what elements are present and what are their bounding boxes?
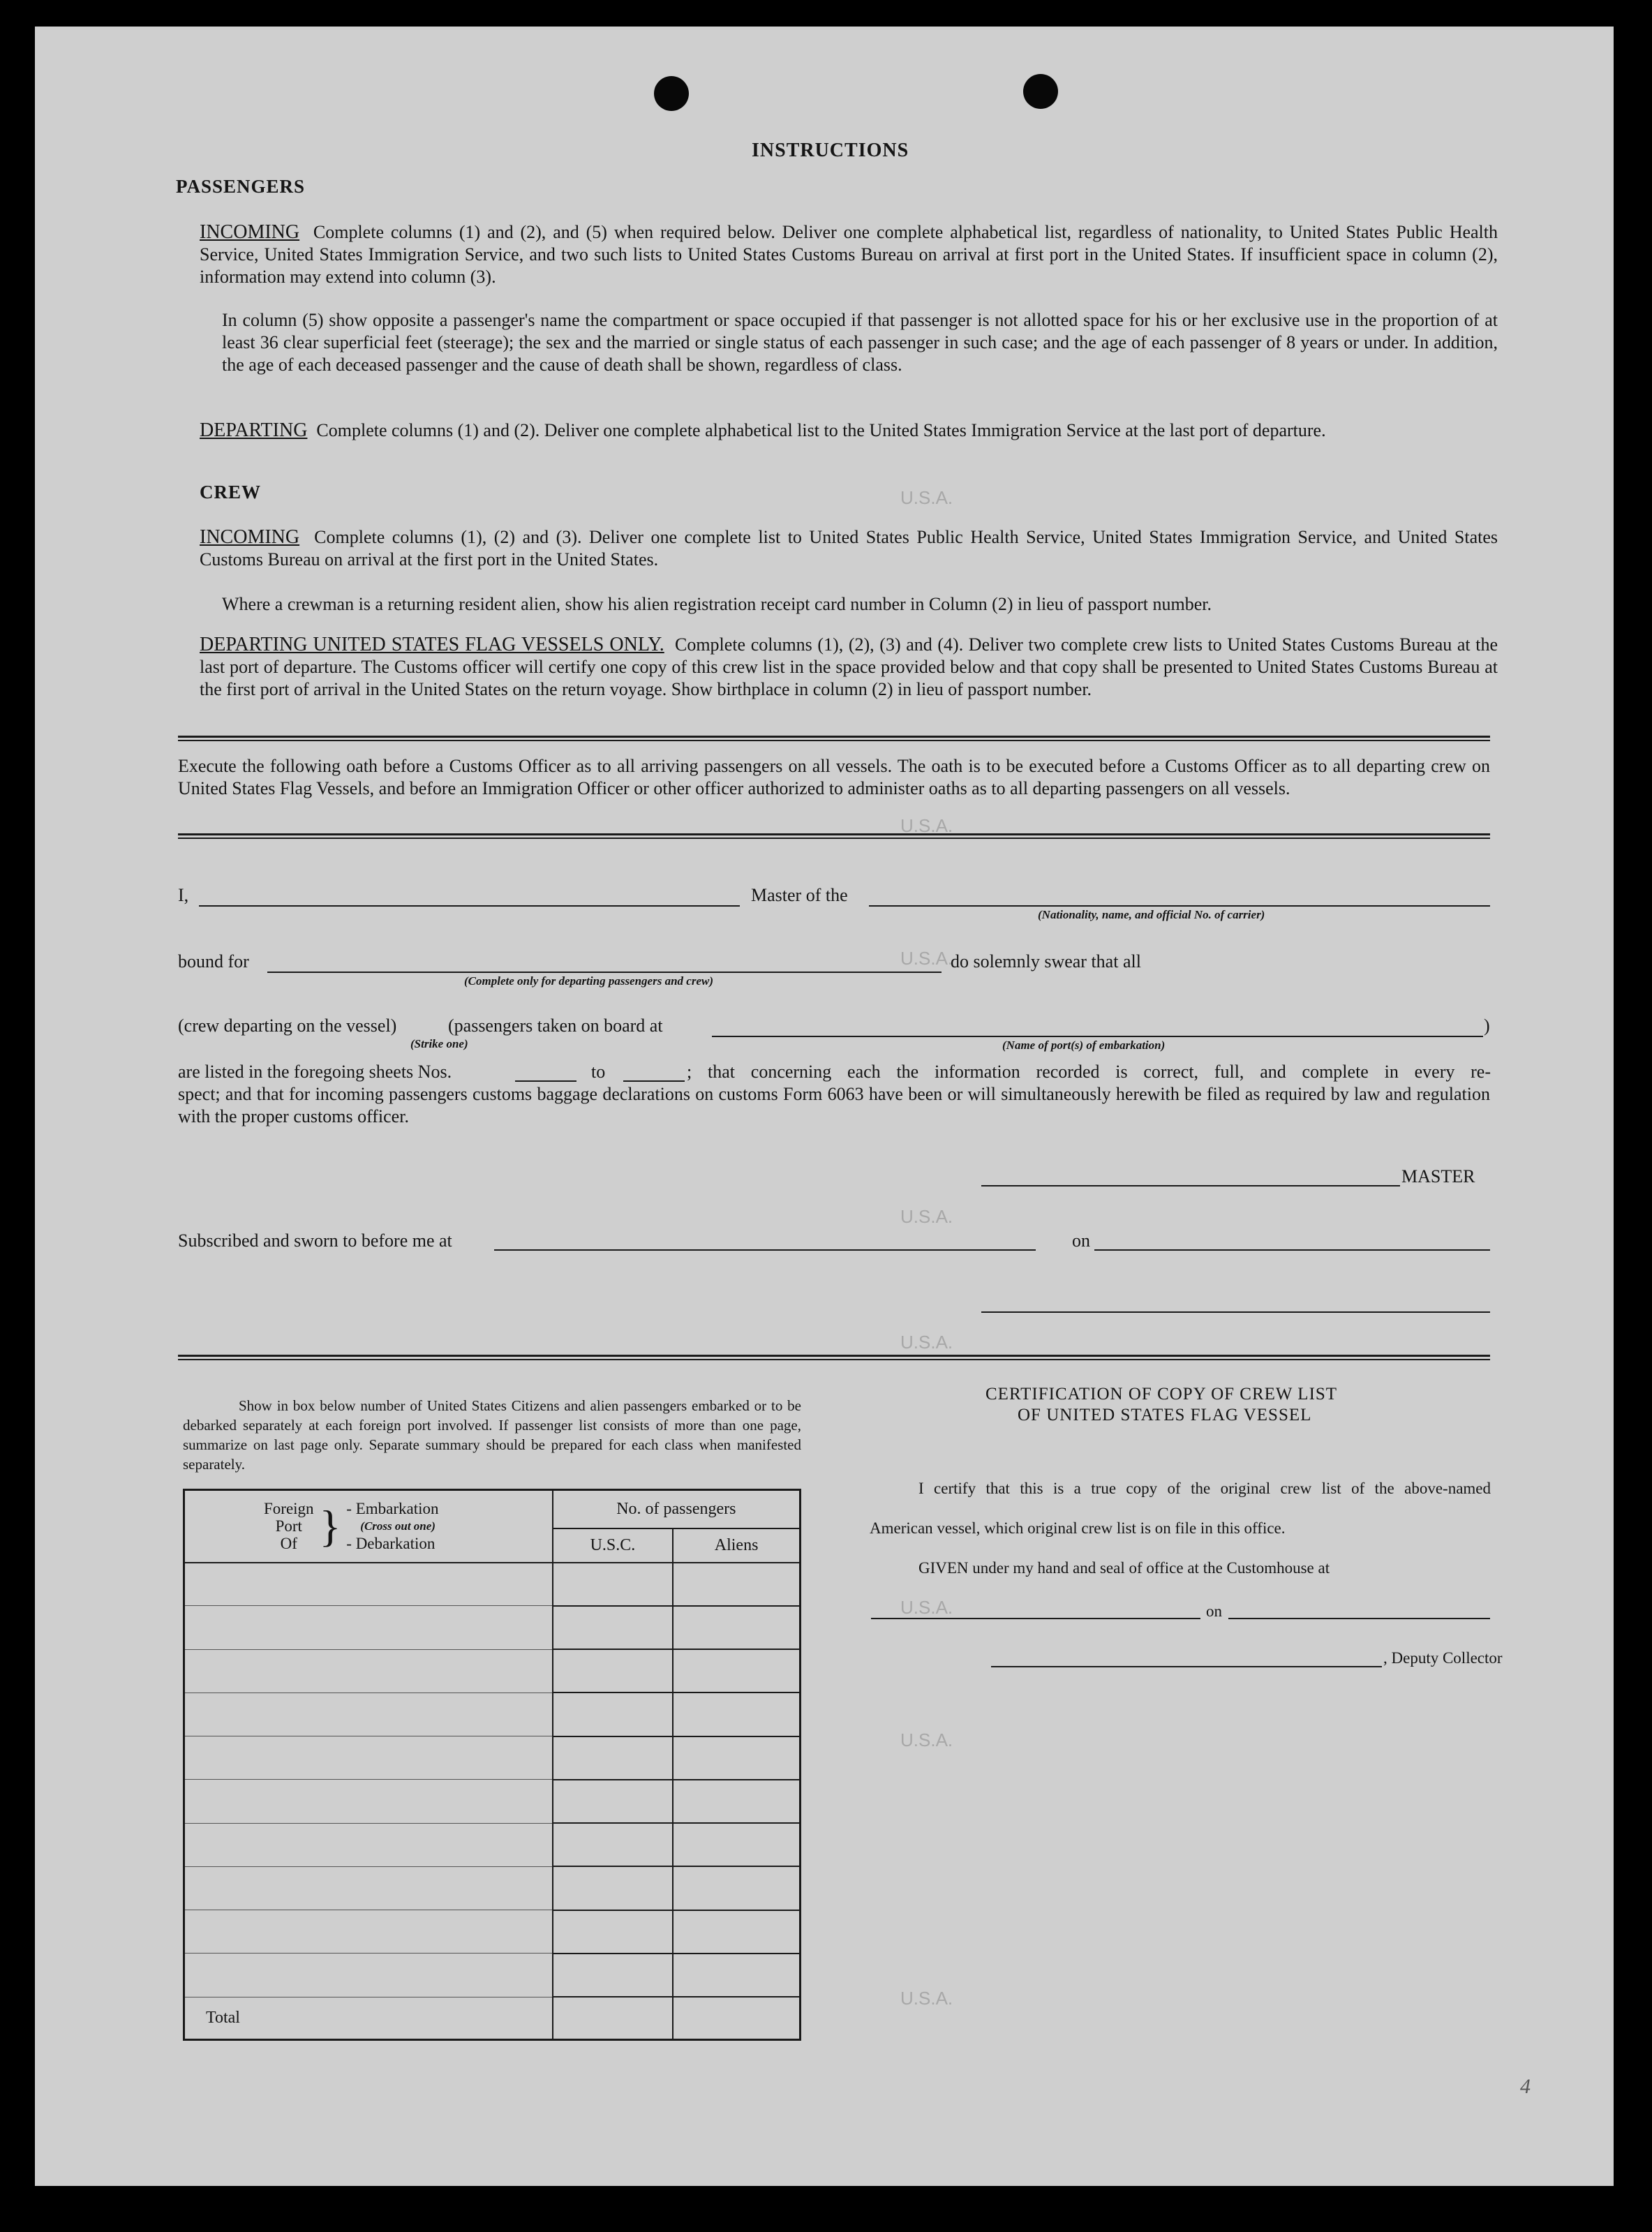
usc-total-cell[interactable] bbox=[553, 1997, 673, 2039]
aliens-total-cell[interactable] bbox=[673, 1997, 800, 2039]
divider-oath-2 bbox=[178, 838, 1490, 839]
table-row bbox=[184, 1823, 801, 1866]
crew-incoming-label: INCOMING bbox=[200, 526, 300, 548]
table-row bbox=[184, 1649, 801, 1692]
usc-cell[interactable] bbox=[553, 1563, 673, 1606]
aliens-cell[interactable] bbox=[673, 1910, 800, 1954]
usc-cell[interactable] bbox=[553, 1780, 673, 1823]
port-cell[interactable] bbox=[184, 1736, 553, 1780]
usc-cell[interactable] bbox=[553, 1866, 673, 1910]
passengers-column5-paragraph: In column (5) show opposite a passenger's name the compartment or space occupied if that passenger is not allotted space for his or her exclusive use in the proportion of at least 36 clear superficial feet (steerage); the sex and the married or single status of each passenger in such case; and the age of each passenger of 8 years or under. In addition, the age of each deceased passenger and the cause of death shall be shown, regardless of class. bbox=[222, 310, 1498, 375]
usc-cell[interactable] bbox=[553, 1736, 673, 1780]
oath-bound-for-label: bound for bbox=[178, 951, 249, 972]
port-of-embarkation-field[interactable] bbox=[712, 1036, 1483, 1037]
close-paren: ) bbox=[1484, 1015, 1490, 1036]
cross-out-note: (Cross out one) bbox=[360, 1519, 436, 1533]
foreign-label: Foreign bbox=[264, 1500, 314, 1518]
port-cell[interactable] bbox=[184, 1823, 553, 1866]
divider-bottom bbox=[178, 1355, 1490, 1357]
master-signature-field[interactable] bbox=[981, 1185, 1400, 1186]
oath-i-label: I, bbox=[178, 885, 189, 905]
passengers-incoming-paragraph bbox=[200, 221, 1498, 288]
master-name-field[interactable] bbox=[199, 905, 740, 907]
passengers-departing-text: Complete columns (1) and (2). Deliver one complete alphabetical list to the United States Immigration Service at the last port of departure. bbox=[316, 420, 1326, 440]
passengers-departing-paragraph bbox=[200, 419, 1498, 442]
crew-departing-text: Complete columns (1), (2), (3) and (4). Deliver two complete crew lists to United States Customs Bureau at the last port of departure. The Customs officer will certify one copy of this crew list in the space provided below and that copy shall be presented to United States Customs Bureau at the first port of arrival in the United States on the return voyage. Show birthplace in column (2) in lieu of passport number. bbox=[200, 634, 1498, 699]
divider-top-2 bbox=[178, 740, 1490, 741]
crew-departing-option: (crew departing on the vessel) bbox=[178, 1015, 397, 1036]
given-line: GIVEN under my hand and seal of office at the Customhouse at bbox=[918, 1559, 1330, 1577]
certification-title-line2: OF UNITED STATES FLAG VESSEL bbox=[1018, 1406, 1312, 1424]
port-cell[interactable] bbox=[184, 1692, 553, 1736]
port-note: (Name of port(s) of embarkation) bbox=[1002, 1039, 1166, 1052]
certify-line1: I certify that this is a true copy of the original crew list of the above-named bbox=[918, 1480, 1491, 1497]
divider-bottom-2 bbox=[178, 1359, 1490, 1360]
aliens-cell[interactable] bbox=[673, 1780, 800, 1823]
port-cell[interactable] bbox=[184, 1780, 553, 1823]
passengers-heading: PASSENGERS bbox=[176, 176, 306, 197]
aliens-cell[interactable] bbox=[673, 1823, 800, 1866]
sheet-from-field[interactable] bbox=[515, 1080, 576, 1082]
table-row bbox=[184, 1563, 801, 1606]
total-label: Total bbox=[184, 1997, 553, 2039]
usc-cell[interactable] bbox=[553, 1692, 673, 1736]
listed-rest-text: ; that concerning each the information recorded is correct, full, and complete in every re- bbox=[687, 1062, 1491, 1082]
embark-debark-options bbox=[346, 1500, 438, 1552]
certification-date-field[interactable] bbox=[1228, 1618, 1490, 1619]
table-row bbox=[184, 1866, 801, 1910]
port-cell[interactable] bbox=[184, 1910, 553, 1954]
table-row bbox=[184, 1692, 801, 1736]
customhouse-field[interactable] bbox=[871, 1618, 1200, 1619]
oath-intro-paragraph: Execute the following oath before a Customs Officer as to all arriving passengers on all vessels. The oath is to be executed before a Customs Officer as to all departing crew on United States Flag Vessels, and before an Immigration Officer or other officer authorized to administer oaths as to all departing passengers on all vessels. bbox=[178, 756, 1490, 798]
table-row bbox=[184, 1780, 801, 1823]
listed-sheets-label: are listed in the foregoing sheets Nos. bbox=[178, 1062, 452, 1082]
carrier-note: (Nationality, name, and official No. of carrier) bbox=[1038, 908, 1265, 921]
page-number-mark: 4 bbox=[1520, 2075, 1531, 2098]
master-signature-label: MASTER bbox=[1401, 1166, 1475, 1186]
oath-swear-label: do solemnly swear that all bbox=[951, 951, 1141, 972]
of-label: Of bbox=[280, 1535, 297, 1553]
document-page: U.S.A. U.S.A. U.S.A. U.S.A. U.S.A. U.S.A. U.S.A. U.S.A. INSTRUCTIONS PASSENGERS INCOMING Complete columns (1) and (2), and (5) when required below. Deliver one complete alphabetical list, regardless of nationality, to United States Public Health Service, United States Immigration Service, and two such lists to United States Customs Bureau on arrival at first port in the United States. If insufficient space in column (2), information may extend into column (3). In column (5) show opposite a passenger's name the compartment or space occupied if that passenger is not allotted space for his or her exclusive use in the proportion of at least 36 clear superficial feet (steerage); the sex and the married or single status of each passenger in such case; and the age of each passenger of 8 years or under. In addition, the age of each deceased passenger and the cause of death shall be shown, regardless of class. DEPARTING Complete columns (1) and (2). Deliver one complete alphabetical list to the United States Immigration Service at the last port of departure. CREW INCOMING Complete columns (1), (2) and (3). Deliver one complete list to United States Public Health Service, United States Immigration Service, and United States Customs Bureau on arrival at the first port in the United States. Where a crewman is a returning resident alien, show his alien registration receipt card number in Column (2) in lieu of passport number. DEPARTING UNITED STATES FLAG VESSELS ONLY. Complete columns (1), (2), (3) and (4). Deliver two complete crew lists to United States Customs Bureau at the last port of departure. The Customs officer will certify one copy of this crew list in the space provided below and that copy shall be presented to United States Customs Bureau at the first port of arrival in the United States on the return voyage. Show birthplace in column (2) in lieu of passport number. Execute the following oath before a Customs Officer as to all arriving passengers on all vessels. The oath is to be executed before a Customs Officer as to all departing crew on United States Flag Vessels, and before an Immigration Officer or other officer authorized to administer oaths as to all departing passengers on all vessels. I, Master of the (Nationality, name, and official No. of carrier) bound for (Complete only for departing passengers and crew) do solemnly swear that all (crew departing on the vessel) (Strike one) (passengers taken on board at ) (Name of port(s) of embarkation) are listed in the foregoing sheets Nos. to ; that concerning each the information recorded is correct, full, and complete in every re- spect; and that for incoming passengers customs baggage declarations on customs Form 6063 have been or will simultaneously herewith be filed as required by law and regulation with the proper customs officer. MASTER Subscribed and sworn to before me at on Show in box below number of United States Citizens and alien passengers embarked or to be debarked separately at each foreign port involved. If passenger list consists of more than one page, summarize on last page only. Separate summary should be prepared for each class when manifested separately. Foreign Port Of } - Embarkation (Cross out one) - Debarkation No. of passengers U.S.C. Aliens Total CERTIFICATION OF COPY OF CREW LIST OF UNITED STATES FLAG VESSEL I certify that this is a true copy of the original crew list of the above-named American vessel, which original crew list is on file in this office. GIVEN under my hand and seal of office at the Customhouse at on , Deputy Collector 4 bbox=[35, 27, 1614, 2186]
table-row bbox=[184, 1954, 801, 1997]
sworn-at-field[interactable] bbox=[494, 1249, 1036, 1251]
aliens-cell[interactable] bbox=[673, 1866, 800, 1910]
sworn-on-label: on bbox=[1072, 1230, 1090, 1251]
total-row bbox=[184, 1997, 801, 2039]
port-cell[interactable] bbox=[184, 1954, 553, 1997]
sheet-to-field[interactable] bbox=[623, 1080, 685, 1082]
divider-oath bbox=[178, 833, 1490, 835]
usc-header: U.S.C. bbox=[553, 1528, 673, 1563]
carrier-field[interactable] bbox=[869, 905, 1490, 907]
punch-hole-right bbox=[1023, 74, 1058, 109]
crew-incoming-text: Complete columns (1), (2) and (3). Deliver one complete list to United States Public Health Service, United States Immigration Service, and United States Customs Bureau on arrival at the first port in the United States. bbox=[200, 527, 1498, 570]
certification-on-label: on bbox=[1206, 1602, 1222, 1620]
deputy-signature-field[interactable] bbox=[991, 1666, 1382, 1667]
passengers-incoming-text: Complete columns (1) and (2), and (5) when required below. Deliver one complete alphabetical list, regardless of nationality, to United States Public Health Service, United States Immigration Service, and two such lists to United States Customs Bureau on arrival at first port in the United States. If insufficient space in column (2), information may extend into column (3). bbox=[200, 222, 1498, 287]
crew-departing-label: DEPARTING UNITED STATES FLAG VESSELS ONLY. bbox=[200, 634, 664, 655]
port-cell[interactable] bbox=[184, 1866, 553, 1910]
aliens-cell[interactable] bbox=[673, 1736, 800, 1780]
crew-incoming-paragraph bbox=[200, 526, 1498, 571]
crew-heading: CREW bbox=[200, 482, 262, 503]
oath-master-of-label: Master of the bbox=[751, 885, 848, 905]
divider-top bbox=[178, 736, 1490, 738]
aliens-cell[interactable] bbox=[673, 1692, 800, 1736]
usc-cell[interactable] bbox=[553, 1954, 673, 1997]
usc-cell[interactable] bbox=[553, 1649, 673, 1692]
foreign-port-of-label bbox=[264, 1500, 314, 1552]
bound-for-note: (Complete only for departing passengers and crew) bbox=[464, 974, 713, 988]
sworn-on-field[interactable] bbox=[1094, 1249, 1490, 1251]
table-row bbox=[184, 1910, 801, 1954]
usc-cell[interactable] bbox=[553, 1606, 673, 1649]
port-cell[interactable] bbox=[184, 1606, 553, 1649]
officer-signature-field[interactable] bbox=[981, 1311, 1490, 1313]
sheet-to-label: to bbox=[591, 1062, 606, 1082]
strike-one-note: (Strike one) bbox=[410, 1037, 468, 1050]
usc-cell[interactable] bbox=[553, 1823, 673, 1866]
port-cell[interactable] bbox=[184, 1563, 553, 1606]
page-title: INSTRUCTIONS bbox=[752, 140, 909, 161]
brace-icon: } bbox=[319, 1501, 341, 1551]
passenger-summary-table bbox=[183, 1489, 801, 2041]
aliens-cell[interactable] bbox=[673, 1954, 800, 1997]
passengers-departing-label: DEPARTING bbox=[200, 419, 308, 441]
aliens-cell[interactable] bbox=[673, 1563, 800, 1606]
aliens-cell[interactable] bbox=[673, 1606, 800, 1649]
certify-line2: American vessel, which original crew list is on file in this office. bbox=[870, 1519, 1286, 1537]
crew-resident-paragraph: Where a crewman is a returning resident alien, show his alien registration receipt card number in Column (2) in lieu of passport number. bbox=[222, 594, 1212, 614]
port-header-cell bbox=[184, 1490, 553, 1563]
port-cell[interactable] bbox=[184, 1649, 553, 1692]
passengers-taken-option: (passengers taken on board at bbox=[448, 1015, 663, 1036]
punch-hole-left bbox=[654, 76, 689, 111]
certification-title-line1: CERTIFICATION OF COPY OF CREW LIST bbox=[985, 1385, 1338, 1404]
deputy-collector-label: , Deputy Collector bbox=[1383, 1649, 1503, 1667]
usc-cell[interactable] bbox=[553, 1910, 673, 1954]
port-label: Port bbox=[275, 1517, 302, 1535]
summary-instructions: Show in box below number of United States Citizens and alien passengers embarked or to be debarked separately at each foreign port involved. If passenger list consists of more than one page, summarize on last page only. Separate summary should be prepared for each class when manifested separately. bbox=[183, 1397, 801, 1473]
no-of-passengers-header: No. of passengers bbox=[553, 1490, 801, 1528]
aliens-cell[interactable] bbox=[673, 1649, 800, 1692]
debarkation-option: - Debarkation bbox=[346, 1535, 436, 1553]
aliens-header: Aliens bbox=[673, 1528, 800, 1563]
crew-departing-paragraph bbox=[200, 634, 1498, 701]
table-row bbox=[184, 1736, 801, 1780]
passengers-incoming-label: INCOMING bbox=[200, 221, 300, 243]
embarkation-option: - Embarkation bbox=[346, 1500, 439, 1518]
bound-for-field[interactable] bbox=[267, 972, 942, 973]
table-row bbox=[184, 1606, 801, 1649]
subscribed-label: Subscribed and sworn to before me at bbox=[178, 1230, 452, 1251]
oath-spect-paragraph: spect; and that for incoming passengers customs baggage declarations on customs Form 6063 have been or will simultaneously herewith be filed as required by law and regulation with the proper customs officer. bbox=[178, 1084, 1490, 1126]
